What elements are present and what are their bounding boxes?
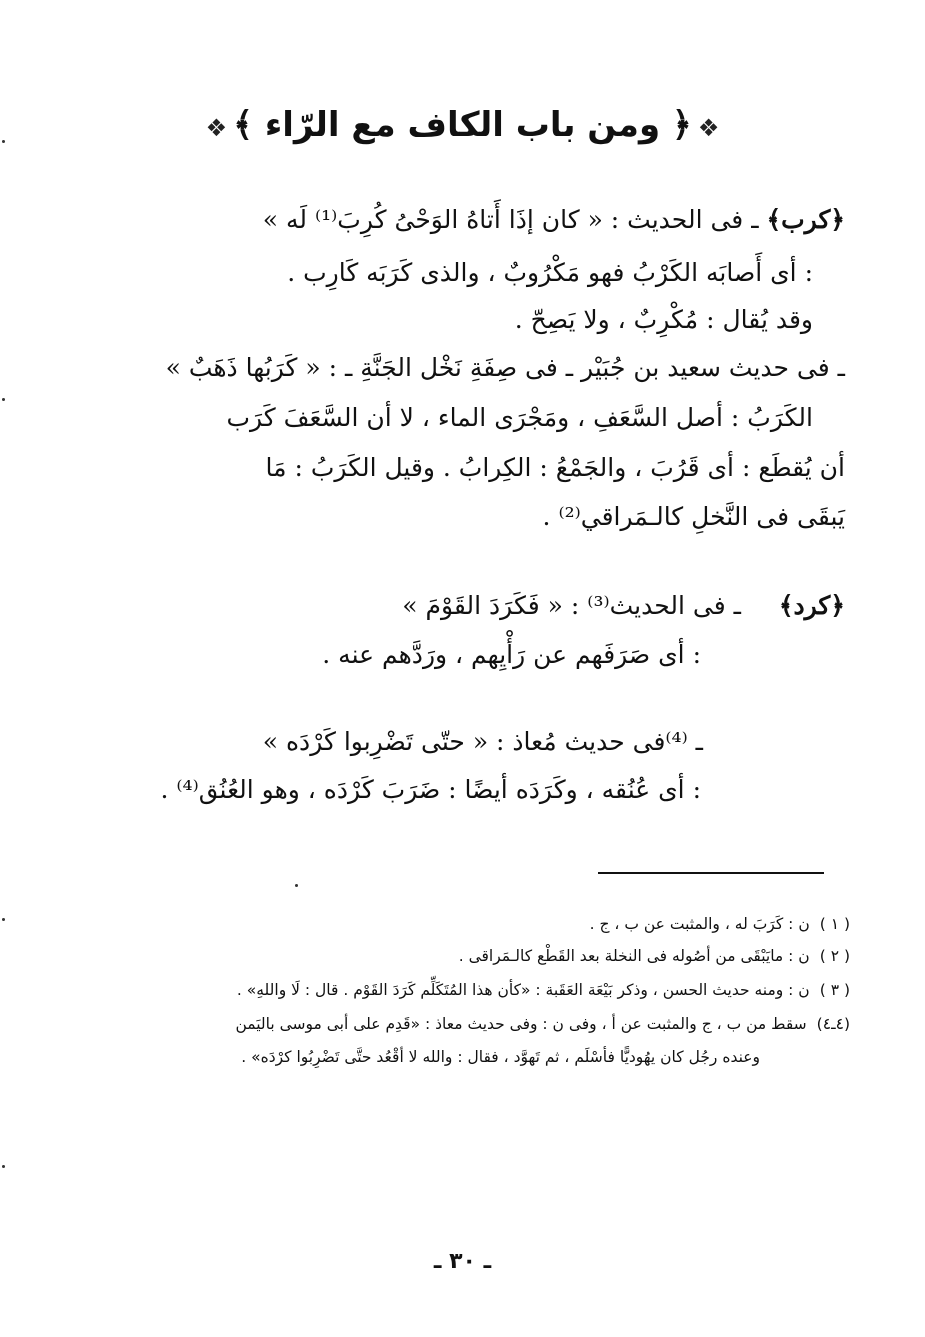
margin-mark	[2, 918, 5, 921]
footnote-1-number: ( ١ )	[819, 915, 850, 933]
entry-karab-line-7: يَبقَى فى النَّخلِ كالـمَراقي⁽²⁾ .	[542, 502, 845, 531]
entry-karad-line-2: : أى صَرَفَهم عن رَأْيِهم ، ورَدَّهم عنه .	[322, 640, 701, 669]
entry-karab-headword: ﴿كرب﴾	[766, 205, 845, 234]
entry-karab-line-1	[263, 200, 845, 240]
footnote-1	[590, 910, 850, 938]
margin-mark	[2, 398, 5, 401]
chapter-title-text: ﴿ ومن باب الكاف مع الرّاء ﴾	[233, 105, 692, 145]
entry-karad-line-3: ـ ⁽⁴⁾فى حديث مُعاذ : « حتّى تَضْرِبوا كَرْدَه »	[262, 727, 703, 756]
footnote-4-continuation: وعنده رجُل كان يهُوديًّا فأسْلَم ، ثم تَهوَّد ، فقال : والله لا أقْعُد حتَّى تَضْرِبُوا كرْدَه» .	[241, 1048, 760, 1066]
entry-karad-headword: ﴿كرد﴾	[778, 591, 845, 620]
footnote-2-number: ( ٢ )	[819, 947, 850, 965]
footnote-4	[235, 1010, 850, 1038]
entry-karad-line-1	[402, 586, 845, 626]
entry-karab-line-5: الكَرَبُ : أصل السَّعَفِ ، ومَجْرَى الماء ، لا أن السَّعَفَ كَرَب	[226, 403, 813, 432]
print-speck	[295, 884, 298, 887]
entry-karab-line-2: : أى أَصابَه الكَرْبُ فهو مَكْرُوبٌ ، والذى كَرَبَه كَارِب .	[287, 258, 813, 287]
ornament-icon: ❖	[697, 114, 720, 142]
entry-karab-line-3: وقد يُقال : مُكْرِبٌ ، ولا يَصِحّ .	[514, 305, 813, 334]
margin-mark	[2, 140, 5, 143]
chapter-title	[140, 100, 785, 153]
entry-karab-text-1: ـ فى الحديث : « كان إذَا أَتاهُ الوَحْىُ كُرِبَ⁽¹⁾ لَه »	[262, 205, 759, 234]
margin-mark	[2, 1165, 5, 1168]
footnote-3	[237, 976, 850, 1004]
footnote-1-text: ن : كَرَبَ له ، والمثبت عن ب ، ج .	[589, 915, 810, 933]
ornament-icon: ❖	[205, 114, 228, 142]
footnote-separator	[598, 872, 824, 874]
footnote-3-number: ( ٣ )	[819, 981, 850, 999]
footnote-2-text: ن : مايَبْقَى من أصُوله فى النخلة بعد القَطْع كالـمَراقى .	[458, 947, 810, 965]
footnote-4-text: سقط من ب ، ج والمثبت عن أ ، وفى ن : وفى حديث معاذ : «قَدِم على أبى موسى باليَمن	[235, 1015, 807, 1033]
entry-karad-line-4: : أى عُنُقه ، وكَرَدَه أيضًا : ضَرَبَ كَرْدَه ، وهو العُنُق⁽⁴⁾ .	[160, 775, 701, 804]
entry-karab-line-4: ـ فى حديث سعيد بن جُبَيْر ـ فى صِفَةِ نَخْل الجَنَّةِ ـ : « كَرَبُها ذَهَبٌ »	[165, 353, 845, 382]
footnote-4-number: (٤ـ٤)	[816, 1015, 850, 1033]
footnote-3-text: ن : ومنه حديث الحسن ، وذكر بَيْعَة العَقَبة : «كأن هذا المُتَكَلِّم كَرَدَ القَوْم . قال : لَا واللهِ» .	[236, 981, 810, 999]
entry-karab-line-6: أن يُقطَع : أى قَرُبَ ، والجَمْعُ : الكِرابُ . وقيل الكَرَبُ : مَا	[265, 453, 845, 482]
footnote-2	[459, 942, 850, 970]
page-number: ـ ٣٠ ـ	[433, 1249, 492, 1274]
entry-karad-text-1: ـ فى الحديث⁽³⁾ : « فَكَرَدَ القَوْمَ »	[402, 591, 741, 620]
